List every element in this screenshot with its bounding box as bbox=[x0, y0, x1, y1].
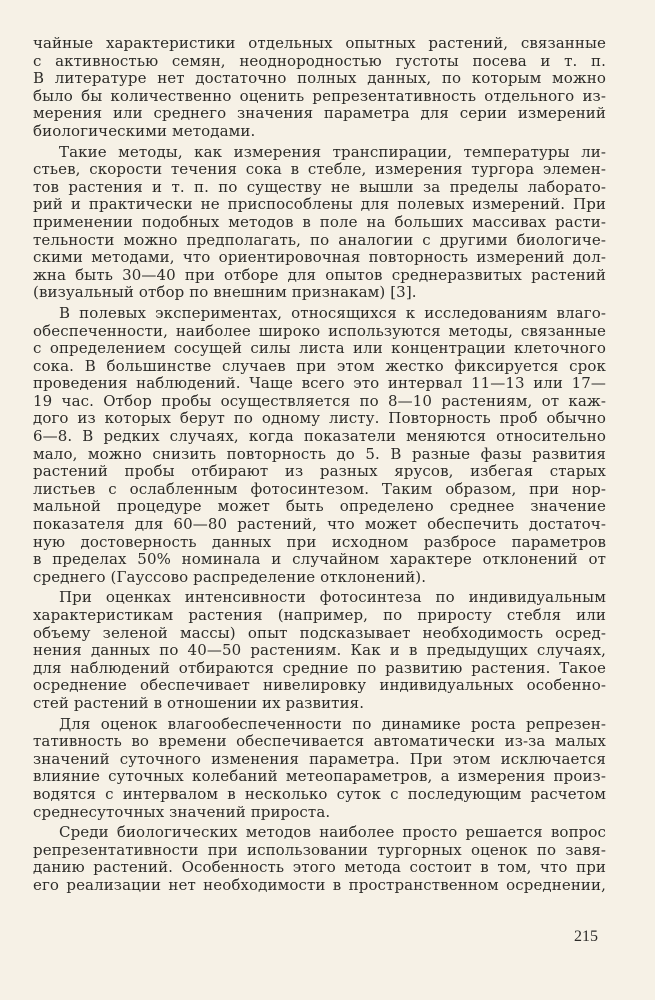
text-line: для наблюдений отбираются средние по развитию растения. Такое bbox=[33, 658, 606, 677]
text-line: с определением сосущей силы листа или концентрации клеточного bbox=[33, 339, 606, 358]
text-line: показателя для 60—80 растений, что может обеспечить достаточ- bbox=[33, 515, 606, 534]
text-line: характеристикам растения (например, по приросту стебля или bbox=[33, 606, 606, 624]
text-line: биологическими методами. bbox=[33, 121, 256, 140]
text-line: 19 час. Отбор пробы осуществляется по 8—10 растениям, от каж- bbox=[33, 391, 606, 410]
text-line: В литературе нет достаточно полных данных, по которым можно bbox=[33, 69, 606, 88]
text-line: дого из которых берут по одному листу. Повторность проб обычно bbox=[33, 409, 606, 428]
text-line: Для оценок влагообеспеченности по динамике роста репрезен- bbox=[59, 714, 606, 733]
text-line: Такие методы, как измерения транспирации, температуры ли- bbox=[59, 142, 606, 161]
text-line: осреднение обеспечивает нивелировку индивидуальных особенно- bbox=[33, 676, 606, 695]
text-line: проведения наблюдений. Чаще всего это интервал 11—13 или 17— bbox=[33, 374, 606, 393]
paragraph-1 bbox=[33, 35, 606, 141]
text-line: объему зеленой массы) опыт подсказывает необходимость осред- bbox=[33, 623, 606, 642]
text-line: среднего (Гауссово распределение отклонений). bbox=[33, 567, 427, 586]
text-line: стей растений в отношении их развития. bbox=[33, 693, 365, 712]
text-line: обеспеченности, наиболее широко используются методы, связанные bbox=[33, 321, 606, 340]
text-line: значений суточного изменения параметра. При этом исключается bbox=[33, 749, 606, 768]
text-line: применении подобных методов в поле на больших массивах расти- bbox=[33, 212, 606, 231]
text-line: растений пробы отбирают из разных ярусов, избегая старых bbox=[33, 462, 606, 481]
text-line: жна быть 30—40 при отборе для опытов среднеразвитых растений bbox=[33, 265, 606, 284]
text-line: ную достоверность данных при исходном разбросе параметров bbox=[33, 532, 606, 551]
text-line: мальной процедуре может быть определено среднее значение bbox=[33, 497, 606, 516]
paragraph-3 bbox=[33, 305, 606, 587]
text-line: мерения или среднего значения параметра для серии измерений bbox=[33, 104, 606, 123]
text-line: стьев, скорости течения сока в стебле, измерения тургора элемен- bbox=[33, 160, 606, 179]
text-line: было бы количественно оценить репрезентативность отдельного из- bbox=[33, 86, 606, 105]
text-line: чайные характеристики отдельных опытных растений, связанные bbox=[33, 34, 606, 52]
text-line: листьев с ослабленным фотосинтезом. Таким образом, при нор- bbox=[33, 479, 606, 498]
text-line: в пределах 50% номинала и случайном характере отклонений от bbox=[33, 550, 606, 569]
text-line: скими методами, что ориентировочная повторность измерений дол- bbox=[33, 248, 606, 267]
paragraph-5 bbox=[33, 716, 606, 822]
text-line: тативность во времени обеспечивается автоматически из-за малых bbox=[33, 732, 606, 751]
page-number: 215 bbox=[574, 928, 598, 945]
text-line: с активностью семян, неоднородностью густоты посева и т. п. bbox=[33, 51, 606, 70]
text-line: При оценках интенсивности фотосинтеза по индивидуальным bbox=[59, 588, 606, 607]
text-line: тельности можно предполагать, по аналогии с другими биологиче- bbox=[33, 230, 606, 249]
text-line: рий и практически не приспособлены для полевых измерений. При bbox=[33, 195, 606, 214]
text-line: тов растения и т. п. по существу не вышли за пределы лаборато- bbox=[33, 177, 606, 196]
text-line: (визуальный отбор по внешним признакам) [3]. bbox=[33, 283, 417, 302]
text-line: репрезентативности при использовании тургорных оценок по завя- bbox=[33, 840, 606, 859]
paragraph-4 bbox=[33, 589, 606, 712]
text-line: Среди биологических методов наиболее просто решается вопрос bbox=[59, 823, 606, 842]
text-line: влияние суточных колебаний метеопараметров, а измерения произ- bbox=[33, 767, 606, 786]
text-line: В полевых экспериментах, относящихся к исследованиям влаго- bbox=[59, 303, 606, 322]
text-line: мало, можно снизить повторность до 5. В разные фазы развития bbox=[33, 444, 606, 463]
text-line: среднесуточных значений прироста. bbox=[33, 802, 331, 821]
paragraph-6 bbox=[33, 824, 606, 894]
text-line: 6—8. В редких случаях, когда показатели меняются относительно bbox=[33, 427, 606, 446]
paragraph-2 bbox=[33, 144, 606, 302]
text-line: его реализации нет необходимости в пространственном осреднении, bbox=[33, 875, 606, 894]
text-line: водятся с интервалом в несколько суток с последующим расчетом bbox=[33, 784, 606, 803]
text-line: сока. В большинстве случаев при этом жестко фиксируется срок bbox=[33, 356, 606, 375]
text-line: нения данных по 40—50 растениям. Как и в предыдущих случаях, bbox=[33, 641, 606, 660]
text-line: данию растений. Особенность этого метода состоит в том, что при bbox=[33, 858, 606, 877]
body-text bbox=[33, 35, 606, 898]
